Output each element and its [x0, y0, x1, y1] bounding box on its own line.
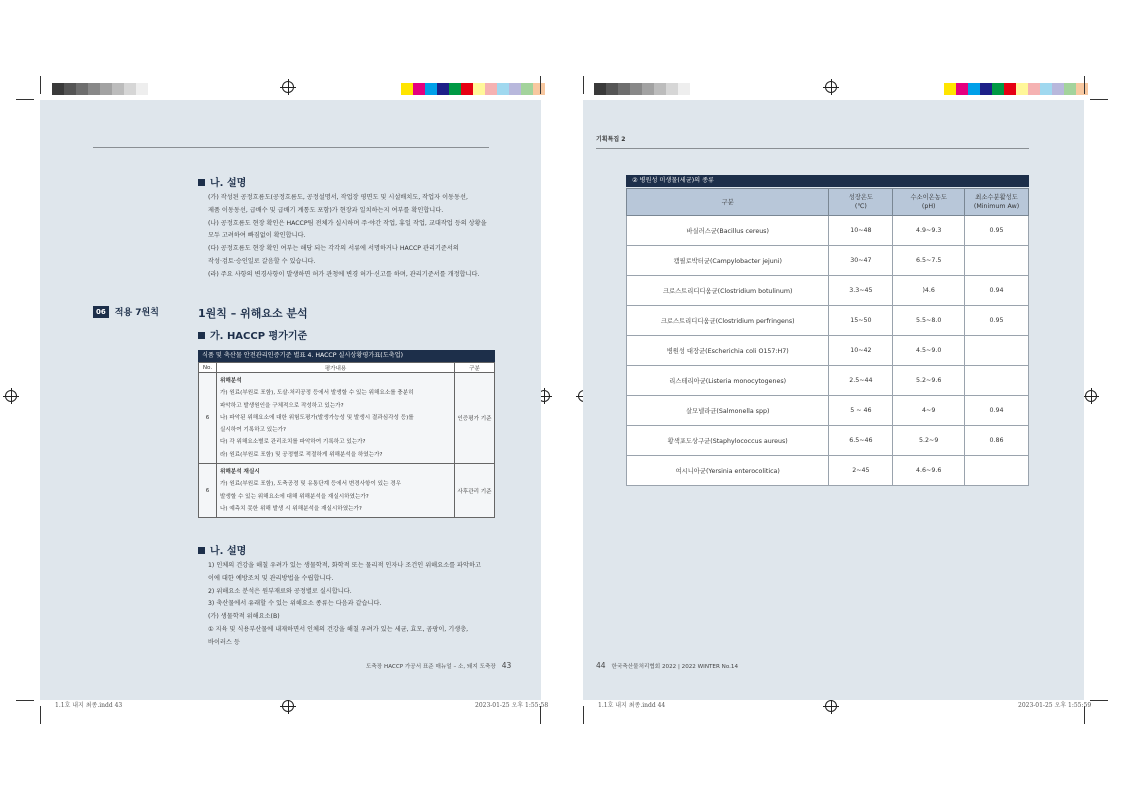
content-line: 실시하여 기록하고 있는가? — [220, 427, 286, 434]
row-number: 6 — [199, 464, 217, 518]
content-line: 다) 각 위해요소별로 관리조치를 파악하여 기록하고 있는가? — [220, 439, 366, 446]
haccp-evaluation-table — [198, 350, 495, 518]
body-line: 3) 축산물에서 유래할 수 있는 위해요소 종류는 다음과 같습니다. — [208, 600, 382, 608]
cell-aw: 0.94 — [965, 276, 1029, 306]
cell-ph: 4~9 — [893, 396, 965, 426]
cell-temp: 2.5~44 — [829, 366, 893, 396]
row-kind: 인증평가 기준 — [455, 373, 495, 464]
square-bullet-icon — [198, 547, 205, 554]
cell-aw — [965, 366, 1029, 396]
content-line: 나) 예측치 못한 위해 발생 시 위해분석을 재실시하였는가? — [220, 505, 362, 512]
body-line: 1) 인체의 건강을 해칠 우려가 있는 생물학적, 화학적 또는 물리적 인자나 조건인 위해요소를 파악하고 — [208, 562, 481, 569]
gray-swatch — [642, 83, 654, 95]
gray-swatch — [666, 83, 678, 95]
square-bullet-icon — [198, 179, 205, 186]
pathogen-table — [626, 188, 1029, 486]
cell-name: 바실러스균(Bacillus cereus) — [627, 216, 829, 246]
body-line: 모두 고려하여 빠짐없이 확인합니다. — [208, 232, 306, 240]
content-line: 가) 원료(부원료 포함), 도살·처리공정 등에서 발생할 수 있는 위해요소를 충분히 — [220, 390, 414, 397]
col-header-kind: 구분 — [455, 363, 495, 373]
cell-ph: 5.5~8.0 — [893, 306, 965, 336]
color-swatch — [1016, 83, 1028, 95]
crop-mark — [16, 700, 34, 701]
cell-temp: 15~50 — [829, 306, 893, 336]
cell-name: 황색포도상구균(Staphylococcus aureus) — [627, 426, 829, 456]
cell-aw: 0.86 — [965, 426, 1029, 456]
body-line: 제품 이동동선, 급배수 및 급배기 계통도 포함)가 현장과 일치하는지 여부를 확인합니다. — [208, 206, 444, 214]
page-heading: 1원칙 – 위해요소 분석 — [198, 307, 308, 320]
crop-mark — [583, 706, 584, 724]
cell-temp: 2~45 — [829, 456, 893, 486]
header-rule — [596, 148, 1029, 149]
table-row — [627, 306, 1029, 336]
crop-mark — [540, 76, 541, 94]
cell-ph: 4.5~9.0 — [893, 336, 965, 366]
table-row — [627, 336, 1029, 366]
gray-swatch-row-left — [52, 83, 148, 95]
gray-swatch — [100, 83, 112, 95]
color-swatch — [521, 83, 533, 95]
page-number: 43 — [501, 661, 512, 670]
cell-name: 크로스트리디디움균(Clostridium perfringens) — [627, 306, 829, 336]
crop-mark — [583, 76, 584, 94]
body-line: 이에 대한 예방조치 및 관리방법을 수립합니다. — [208, 574, 334, 582]
body-line: (가) 작성된 공정흐름도(공정흐름도, 공정설명서, 작업장 평면도 및 시설배치도, 작업자 이동동선, — [208, 194, 468, 201]
table-row — [627, 456, 1029, 486]
row-number: 6 — [199, 373, 217, 464]
cell-aw: 0.95 — [965, 216, 1029, 246]
slug-left-date: 2023-01-25 오후 1:55:58 — [475, 702, 549, 709]
slug-left: 1.1호 내지 최종.indd 43 — [55, 702, 123, 709]
cell-name: 병원성 대장균(Escherichia coli O157:H7) — [627, 336, 829, 366]
col-header-name: 구분 — [627, 189, 829, 216]
section-top-body — [208, 192, 487, 282]
color-swatch — [533, 83, 545, 95]
table-row — [627, 216, 1029, 246]
cell-temp: 30~47 — [829, 246, 893, 276]
slug-right-date: 2023-01-25 오후 1:55:59 — [1018, 702, 1092, 709]
registration-mark-icon — [282, 700, 294, 712]
color-swatch — [401, 83, 413, 95]
color-swatch — [1040, 83, 1052, 95]
color-swatch — [449, 83, 461, 95]
crop-mark — [1084, 76, 1085, 94]
running-title: 기획특집 2 — [596, 136, 626, 143]
cell-name: 살모넬라균(Salmonella spp) — [627, 396, 829, 426]
gray-swatch — [594, 83, 606, 95]
color-swatch — [437, 83, 449, 95]
color-swatch-row-right — [944, 83, 1088, 95]
crop-mark — [40, 76, 41, 94]
col-header-temp: 성장온도 (℃) — [829, 189, 893, 216]
content-line: 가) 원료(부원료 포함), 도축공정 및 유통단계 등에서 변경사항이 있는 경우 — [220, 481, 402, 488]
color-swatch — [992, 83, 1004, 95]
crop-mark — [1090, 700, 1108, 701]
crop-mark — [1090, 99, 1108, 100]
color-swatch — [956, 83, 968, 95]
table-row — [627, 276, 1029, 306]
gray-swatch — [124, 83, 136, 95]
gray-swatch — [630, 83, 642, 95]
body-line: ① 지육 및 식용부산물에 내재하면서 인체의 건강을 해칠 우려가 있는 세균, 효모, 곰팡이, 기생충, — [208, 625, 469, 633]
slug-right: 1.1호 내지 최종.indd 44 — [598, 702, 666, 709]
cell-temp: 10~48 — [829, 216, 893, 246]
color-swatch — [968, 83, 980, 95]
color-swatch — [473, 83, 485, 95]
content-line: 파악하고 발생원인을 구체적으로 작성하고 있는가? — [220, 402, 344, 409]
left-page — [40, 100, 541, 700]
table-row — [627, 396, 1029, 426]
chapter-badge — [93, 305, 159, 318]
gray-swatch — [678, 83, 690, 95]
table-row — [627, 246, 1029, 276]
color-swatch — [461, 83, 473, 95]
cell-ph: 5.2~9.6 — [893, 366, 965, 396]
right-page — [583, 100, 1084, 700]
body-line: (나) 공정흐름도 현장 확인은 HACCP팀 전체가 실시하며 주·야간 작업, 휴일 작업, 교대작업 등의 상황을 — [208, 219, 487, 227]
gray-swatch — [654, 83, 666, 95]
cell-name: 캠필로박터균(Campylobacter jejuni) — [627, 246, 829, 276]
section-title: 나. 설명 — [198, 174, 246, 189]
table-caption: 식품 및 축산물 안전관리인증기준 별표 4. HACCP 실시상황평가표(도축업) — [198, 350, 495, 362]
registration-mark-icon — [825, 700, 837, 712]
body-line: 2) 위해요소 분석은 원부재료와 공정별로 실시합니다. — [208, 587, 352, 595]
cell-aw: 0.94 — [965, 396, 1029, 426]
cell-temp: 3.3~45 — [829, 276, 893, 306]
color-swatch — [1052, 83, 1064, 95]
row-content — [217, 464, 455, 518]
table-row — [199, 464, 495, 518]
section-title: 나. 설명 — [198, 542, 246, 557]
cell-name: 여시니아균(Yersinia enterocolitica) — [627, 456, 829, 486]
registration-mark-icon — [825, 81, 837, 93]
registration-mark-icon — [282, 81, 294, 93]
cell-aw — [965, 336, 1029, 366]
color-swatch — [1028, 83, 1040, 95]
cell-ph: 4.9~9.3 — [893, 216, 965, 246]
cell-temp: 10~42 — [829, 336, 893, 366]
gray-swatch — [136, 83, 148, 95]
table-row — [199, 373, 495, 464]
color-swatch — [1076, 83, 1088, 95]
page-number: 44 — [596, 661, 606, 670]
gray-swatch — [112, 83, 124, 95]
page-footer — [596, 661, 738, 670]
crop-mark — [16, 99, 34, 100]
cell-name: 리스테리아균(Listeria monocytogenes) — [627, 366, 829, 396]
body-line: (가) 생물학적 위해요소(B) — [208, 613, 280, 621]
col-header-aw: 최소수분활성도 (Minimum Aw) — [965, 189, 1029, 216]
cell-temp: 5 ~ 46 — [829, 396, 893, 426]
gray-swatch — [64, 83, 76, 95]
cell-ph: 6.5~7.5 — [893, 246, 965, 276]
gray-swatch-row-right — [594, 83, 690, 95]
color-swatch — [485, 83, 497, 95]
chapter-label: 적용 7원칙 — [114, 308, 159, 318]
footer-text: 도축장 HACCP 가공서 표준 매뉴얼 – 소, 돼지 도축장 — [366, 664, 496, 670]
content-line: 발생할 수 있는 위해요소에 대해 위해분석을 재실시하였는가? — [220, 493, 369, 500]
registration-mark-icon — [1085, 390, 1097, 402]
cell-ph: 5.2~9 — [893, 426, 965, 456]
cell-temp: 6.5~46 — [829, 426, 893, 456]
col-header-ph: 수소이온농도 (pH) — [893, 189, 965, 216]
color-swatch — [944, 83, 956, 95]
table-row — [627, 426, 1029, 456]
row-content — [217, 373, 455, 464]
cell-ph: 4.6~9.6 — [893, 456, 965, 486]
page-footer — [366, 661, 511, 670]
gray-swatch — [52, 83, 64, 95]
gray-swatch — [76, 83, 88, 95]
cell-aw — [965, 246, 1029, 276]
cell-name: 크로스트리디디움균(Clostridium botulinum) — [627, 276, 829, 306]
gray-swatch — [606, 83, 618, 95]
color-swatch-row-left — [401, 83, 545, 95]
table-row — [627, 366, 1029, 396]
color-swatch — [425, 83, 437, 95]
color-swatch — [509, 83, 521, 95]
section-bottom-body — [208, 560, 481, 650]
row-kind: 사후관리 기준 — [455, 464, 495, 518]
body-line: (라) 주요 사항의 변경사항이 발생하면 허가 관청에 변경 허가·신고를 하며, 관리기준서를 개정합니다. — [208, 270, 480, 278]
col-header-no: No. — [199, 363, 217, 373]
content-line: 위해분석 재실시 — [220, 469, 260, 476]
square-bullet-icon — [198, 332, 205, 339]
registration-mark-icon — [5, 390, 17, 402]
cell-ph: )4.6 — [893, 276, 965, 306]
color-swatch — [980, 83, 992, 95]
content-line: 나) 파악된 위해요소에 대한 위험도평가(발생가능성 및 발생시 결과심각성 등)를 — [220, 414, 414, 421]
col-header-content: 평가내용 — [217, 363, 455, 373]
color-swatch — [413, 83, 425, 95]
crop-mark — [40, 706, 41, 724]
body-line: 바이러스 등 — [208, 638, 240, 646]
color-swatch — [497, 83, 509, 95]
body-line: 작성·검토·승인일로 갈음할 수 있습니다. — [208, 257, 316, 265]
table-caption: ② 병원성 미생물(세균)의 종류 — [626, 175, 1029, 187]
footer-text: 한국축산물처리협회 2022 | 2022 WINTER No.14 — [611, 664, 739, 670]
gray-swatch — [618, 83, 630, 95]
content-line: 위해분석 — [220, 378, 242, 384]
color-swatch — [1004, 83, 1016, 95]
content-line: 라) 원료(부원료 포함) 및 공정별로 적절하게 위해분석을 하였는가? — [220, 451, 383, 458]
color-swatch — [1064, 83, 1076, 95]
chapter-number: 06 — [93, 306, 109, 318]
body-line: (다) 공정흐름도 현장 확인 여부는 해당 되는 각각의 서류에 서명하거나 HACCP 관리기준서의 — [208, 245, 459, 253]
cell-aw: 0.95 — [965, 306, 1029, 336]
cell-aw — [965, 456, 1029, 486]
gray-swatch — [88, 83, 100, 95]
header-rule — [93, 147, 489, 148]
subheading: 가. HACCP 평가기준 — [198, 327, 307, 342]
